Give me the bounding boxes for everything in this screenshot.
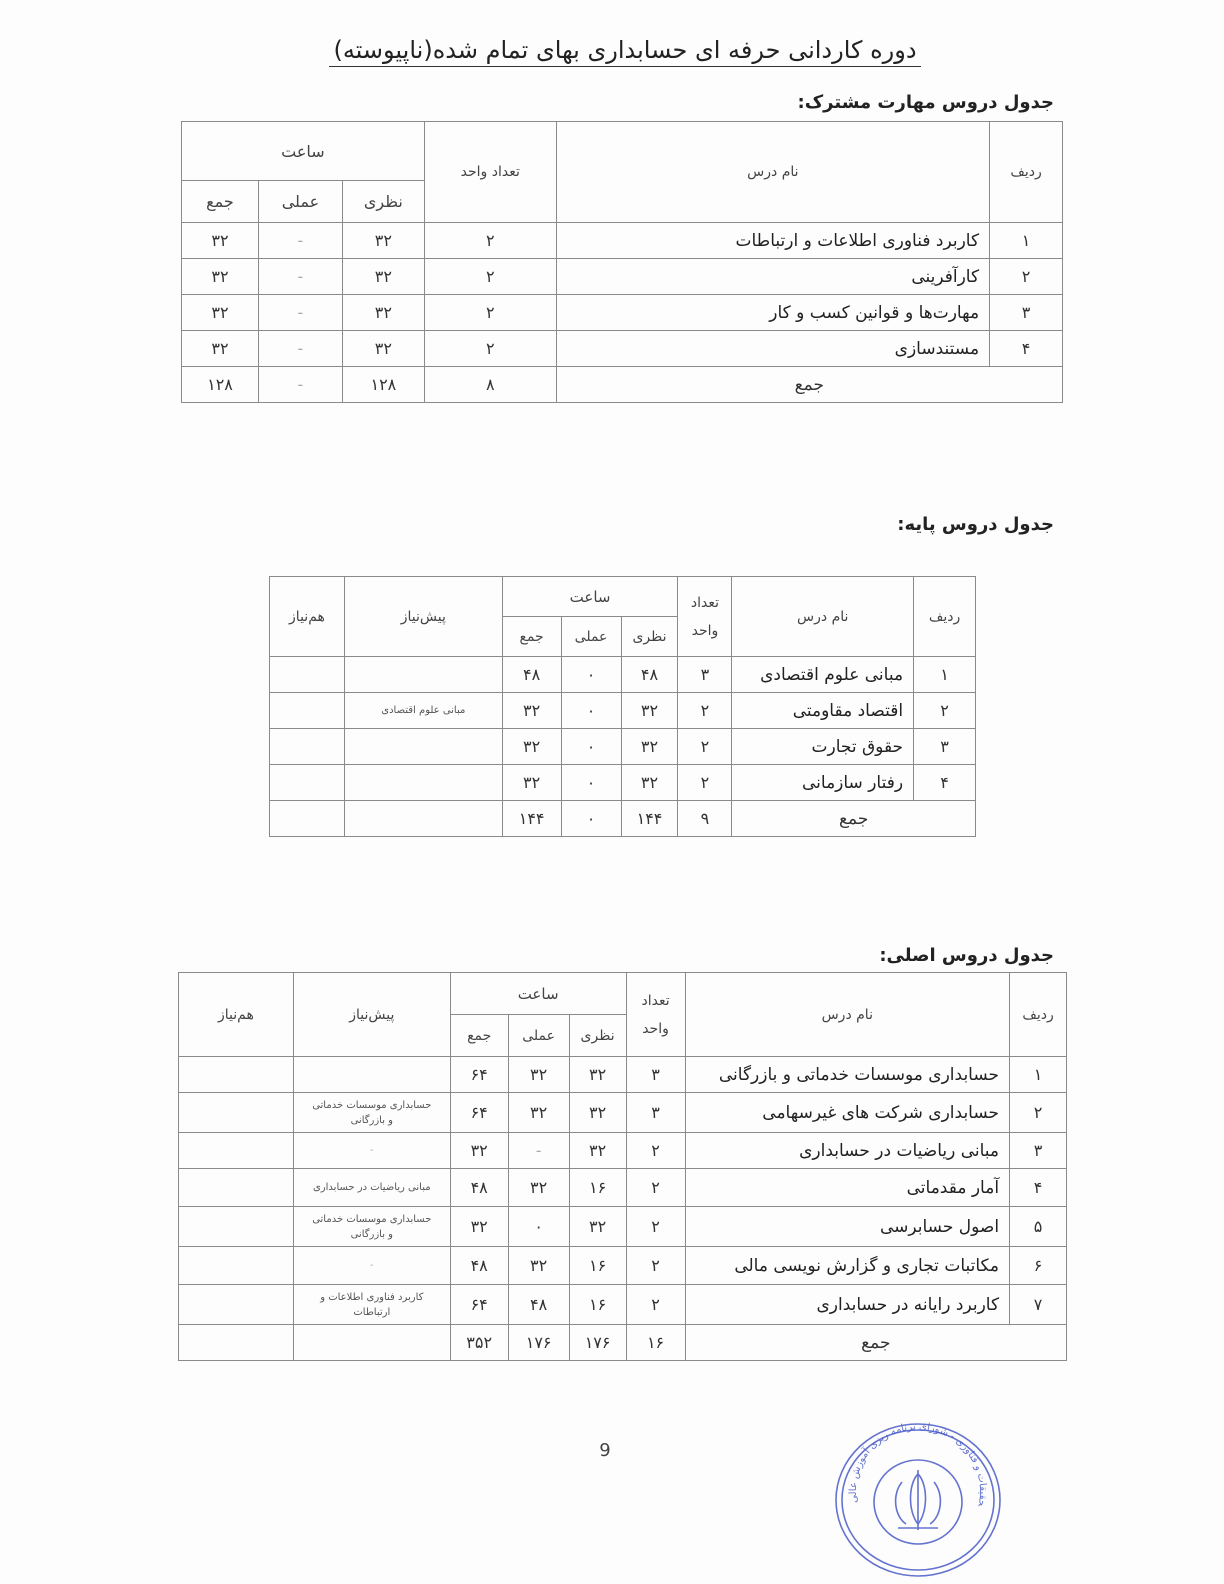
document-title <box>300 36 950 64</box>
cell-units: ۲ <box>626 1133 685 1169</box>
sum-coreq <box>179 1325 294 1361</box>
col-row-header: ردیف <box>914 577 976 657</box>
col-prereq-header: پیش‌نیاز <box>293 973 450 1057</box>
cell-name: مهارت‌ها و قوانین کسب و کار <box>556 295 989 331</box>
cell-practical: ۴۸ <box>508 1285 569 1325</box>
cell-units: ۲ <box>678 729 732 765</box>
table-row <box>179 1285 1067 1325</box>
table-row <box>182 331 1063 367</box>
cell-coreq <box>179 1247 294 1285</box>
table-row <box>179 1133 1067 1169</box>
cell-total: ۴۸ <box>450 1169 508 1207</box>
cell-name: حقوق تجارت <box>732 729 914 765</box>
cell-row: ۳ <box>990 295 1063 331</box>
cell-total: ۶۴ <box>450 1093 508 1133</box>
sum-total: ۳۵۲ <box>450 1325 508 1361</box>
col-units-header <box>678 577 732 657</box>
sum-theory: ۱۷۶ <box>569 1325 626 1361</box>
col-theory-header: نظری <box>569 1015 626 1057</box>
col-coreq-header: هم‌نیاز <box>179 973 294 1057</box>
col-coreq-header: هم‌نیاز <box>270 577 345 657</box>
cell-practical: - <box>258 259 342 295</box>
col-row-header: ردیف <box>1010 973 1067 1057</box>
sum-practical: ۱۷۶ <box>508 1325 569 1361</box>
main-courses-table <box>178 972 1067 1361</box>
cell-practical: ۳۲ <box>508 1169 569 1207</box>
col-row-header: ردیف <box>990 122 1063 223</box>
cell-units: ۲ <box>424 331 556 367</box>
cell-total: ۶۴ <box>450 1285 508 1325</box>
cell-prereq <box>293 1247 450 1285</box>
cell-coreq <box>179 1169 294 1207</box>
col-hours-header: ساعت <box>182 122 425 181</box>
cell-prereq <box>293 1093 450 1133</box>
cell-total: ۶۴ <box>450 1057 508 1093</box>
cell-name: اقتصاد مقاومتی <box>732 693 914 729</box>
cell-coreq <box>270 765 345 801</box>
cell-prereq-line1: - <box>369 1260 374 1271</box>
cell-name: حسابداری موسسات خدماتی و بازرگانی <box>685 1057 1010 1093</box>
cell-theory: ۳۲ <box>569 1207 626 1247</box>
cell-name: مبانی علوم اقتصادی <box>732 657 914 693</box>
table-header-row <box>270 577 976 617</box>
table-sum-row <box>182 367 1063 403</box>
cell-theory: ۴۸ <box>621 657 678 693</box>
ministry-seal <box>828 1412 1008 1577</box>
cell-prereq <box>293 1057 450 1093</box>
cell-prereq <box>293 1169 450 1207</box>
sum-theory: ۱۲۸ <box>342 367 424 403</box>
cell-units: ۲ <box>626 1169 685 1207</box>
col-units-header <box>626 973 685 1057</box>
col-units-header-line1: تعداد <box>641 992 670 1009</box>
cell-coreq <box>270 657 345 693</box>
cell-row: ۱ <box>1010 1057 1067 1093</box>
document-title-text: دوره کاردانی حرفه ای حسابداری بهای تمام شده(ناپیوسته) <box>329 36 920 67</box>
cell-prereq <box>344 657 502 693</box>
cell-row: ۲ <box>990 259 1063 295</box>
sum-prereq <box>293 1325 450 1361</box>
cell-row: ۵ <box>1010 1207 1067 1247</box>
table-row <box>182 259 1063 295</box>
sum-units: ۸ <box>424 367 556 403</box>
cell-units: ۲ <box>678 693 732 729</box>
cell-prereq-line1: - <box>369 1145 374 1156</box>
cell-practical: - <box>258 295 342 331</box>
col-practical-header: عملی <box>258 181 342 223</box>
table-row <box>179 1247 1067 1285</box>
col-practical-header: عملی <box>561 617 621 657</box>
cell-practical: ۰ <box>561 657 621 693</box>
cell-row: ۲ <box>914 693 976 729</box>
cell-total: ۳۲ <box>502 765 561 801</box>
col-practical-header: عملی <box>508 1015 569 1057</box>
cell-row: ۱ <box>990 223 1063 259</box>
col-prereq-header: پیش‌نیاز <box>344 577 502 657</box>
cell-theory: ۳۲ <box>621 729 678 765</box>
cell-prereq <box>344 729 502 765</box>
sum-total: ۱۴۴ <box>502 801 561 837</box>
table-row <box>270 693 976 729</box>
cell-prereq-line2: و بازرگانی <box>350 1228 393 1240</box>
table-row <box>270 765 976 801</box>
cell-name: کاربرد رایانه در حسابداری <box>685 1285 1010 1325</box>
cell-name: مبانی ریاضیات در حسابداری <box>685 1133 1010 1169</box>
cell-theory: ۱۶ <box>569 1247 626 1285</box>
cell-row: ۴ <box>1010 1169 1067 1207</box>
table-row <box>182 295 1063 331</box>
cell-prereq-line1: حسابداری موسسات خدماتی <box>312 1213 432 1225</box>
cell-total: ۳۲ <box>502 693 561 729</box>
cell-units: ۲ <box>424 259 556 295</box>
table-row <box>179 1207 1067 1247</box>
cell-units: ۳ <box>678 657 732 693</box>
cell-theory: ۱۶ <box>569 1285 626 1325</box>
col-name-header: نام درس <box>732 577 914 657</box>
cell-units: ۲ <box>626 1247 685 1285</box>
cell-name: اصول حسابرسی <box>685 1207 1010 1247</box>
cell-row: ۱ <box>914 657 976 693</box>
cell-prereq-line1: حسابداری موسسات خدماتی <box>312 1099 432 1111</box>
cell-coreq <box>270 729 345 765</box>
cell-coreq <box>270 693 345 729</box>
col-hours-header: ساعت <box>502 577 678 617</box>
cell-coreq <box>179 1093 294 1133</box>
sum-label: جمع <box>556 367 1062 403</box>
table1-title: جدول دروس مهارت مشترک: <box>797 92 1054 113</box>
cell-practical: ۳۲ <box>508 1057 569 1093</box>
cell-name: رفتار سازمانی <box>732 765 914 801</box>
svg-text:وزارت علوم ، تحقیقات و فناوری <box>828 1412 988 1508</box>
cell-practical: ۰ <box>561 729 621 765</box>
cell-total: ۳۲ <box>450 1207 508 1247</box>
cell-theory: ۳۲ <box>621 765 678 801</box>
cell-practical: ۰ <box>508 1207 569 1247</box>
col-units-header-line2: واحد <box>691 622 719 639</box>
cell-name: کارآفرینی <box>556 259 989 295</box>
basic-courses-table <box>269 576 976 837</box>
cell-units: ۲ <box>424 295 556 331</box>
col-name-header: نام درس <box>556 122 989 223</box>
cell-units: ۲ <box>678 765 732 801</box>
cell-name: مکاتبات تجاری و گزارش نویسی مالی <box>685 1247 1010 1285</box>
sum-practical: ۰ <box>561 801 621 837</box>
cell-coreq <box>179 1207 294 1247</box>
cell-prereq <box>293 1207 450 1247</box>
table-header-row <box>182 122 1063 181</box>
cell-units: ۳ <box>626 1057 685 1093</box>
col-units-header-line1: تعداد <box>690 594 719 611</box>
cell-row: ۴ <box>990 331 1063 367</box>
cell-units: ۲ <box>626 1285 685 1325</box>
table-row <box>179 1093 1067 1133</box>
table-sum-row <box>179 1325 1067 1361</box>
table3-title: جدول دروس اصلی: <box>879 945 1054 966</box>
table-row <box>179 1057 1067 1093</box>
cell-row: ۲ <box>1010 1093 1067 1133</box>
cell-practical: ۳۲ <box>508 1093 569 1133</box>
cell-units: ۲ <box>424 223 556 259</box>
cell-total: ۳۲ <box>182 295 259 331</box>
table-header-row <box>179 973 1067 1015</box>
sum-label: جمع <box>732 801 976 837</box>
cell-theory: ۳۲ <box>342 259 424 295</box>
cell-theory: ۳۲ <box>342 295 424 331</box>
table-row <box>270 657 976 693</box>
col-units-header: تعداد واحد <box>424 122 556 223</box>
cell-name: کاربرد فناوری اطلاعات و ارتباطات <box>556 223 989 259</box>
sum-units: ۱۶ <box>626 1325 685 1361</box>
cell-total: ۳۲ <box>182 259 259 295</box>
table-row <box>179 1169 1067 1207</box>
cell-name: آمار مقدماتی <box>685 1169 1010 1207</box>
table-row <box>270 729 976 765</box>
cell-row: ۶ <box>1010 1247 1067 1285</box>
cell-coreq <box>179 1285 294 1325</box>
cell-theory: ۳۲ <box>342 223 424 259</box>
cell-practical: ۳۲ <box>508 1247 569 1285</box>
cell-theory: ۳۲ <box>342 331 424 367</box>
cell-total: ۴۸ <box>502 657 561 693</box>
cell-theory: ۱۶ <box>569 1169 626 1207</box>
cell-prereq: مبانی علوم اقتصادی <box>344 693 502 729</box>
sum-coreq <box>270 801 345 837</box>
cell-prereq-line2: و بازرگانی <box>350 1114 393 1126</box>
cell-prereq-line1: مبانی ریاضیات در حسابداری <box>312 1182 431 1193</box>
cell-prereq-line1: کاربرد فناوری اطلاعات و <box>320 1291 424 1303</box>
col-name-header: نام درس <box>685 973 1010 1057</box>
cell-practical: ۰ <box>561 693 621 729</box>
cell-row: ۳ <box>914 729 976 765</box>
cell-theory: ۳۲ <box>569 1133 626 1169</box>
cell-theory: ۳۲ <box>569 1057 626 1093</box>
cell-total: ۳۲ <box>450 1133 508 1169</box>
seal-text: حقیقات و فناوری - شورای برنامه ریزی آموزش عالی <box>847 1421 989 1508</box>
page-number: 9 <box>599 1440 611 1461</box>
col-theory-header: نظری <box>342 181 424 223</box>
cell-prereq-line2: ارتباطات <box>353 1306 391 1318</box>
cell-row: ۷ <box>1010 1285 1067 1325</box>
table-row <box>182 223 1063 259</box>
cell-name: حسابداری شرکت های غیرسهامی <box>685 1093 1010 1133</box>
cell-theory: ۳۲ <box>621 693 678 729</box>
cell-practical: ۰ <box>561 765 621 801</box>
cell-name: مستندسازی <box>556 331 989 367</box>
shared-skills-table <box>181 121 1063 403</box>
cell-prereq <box>293 1133 450 1169</box>
cell-total: ۳۲ <box>182 223 259 259</box>
col-total-header: جمع <box>182 181 259 223</box>
sum-label: جمع <box>685 1325 1066 1361</box>
col-units-header-line2: واحد <box>642 1020 669 1037</box>
table-sum-row <box>270 801 976 837</box>
cell-coreq <box>179 1057 294 1093</box>
cell-practical: - <box>258 223 342 259</box>
sum-theory: ۱۴۴ <box>621 801 678 837</box>
col-hours-header: ساعت <box>450 973 626 1015</box>
cell-total: ۳۲ <box>182 331 259 367</box>
cell-practical: - <box>508 1133 569 1169</box>
cell-theory: ۳۲ <box>569 1093 626 1133</box>
sum-practical: - <box>258 367 342 403</box>
cell-total: ۴۸ <box>450 1247 508 1285</box>
cell-practical: - <box>258 331 342 367</box>
col-total-header: جمع <box>450 1015 508 1057</box>
cell-prereq <box>344 765 502 801</box>
sum-total: ۱۲۸ <box>182 367 259 403</box>
cell-coreq <box>179 1133 294 1169</box>
table2-title: جدول دروس پایه: <box>897 514 1054 535</box>
cell-units: ۲ <box>626 1207 685 1247</box>
col-total-header: جمع <box>502 617 561 657</box>
cell-units: ۳ <box>626 1093 685 1133</box>
cell-row: ۴ <box>914 765 976 801</box>
cell-prereq <box>293 1285 450 1325</box>
sum-prereq <box>344 801 502 837</box>
cell-total: ۳۲ <box>502 729 561 765</box>
col-theory-header: نظری <box>621 617 678 657</box>
cell-row: ۳ <box>1010 1133 1067 1169</box>
sum-units: ۹ <box>678 801 732 837</box>
seal-icon <box>828 1412 1008 1577</box>
